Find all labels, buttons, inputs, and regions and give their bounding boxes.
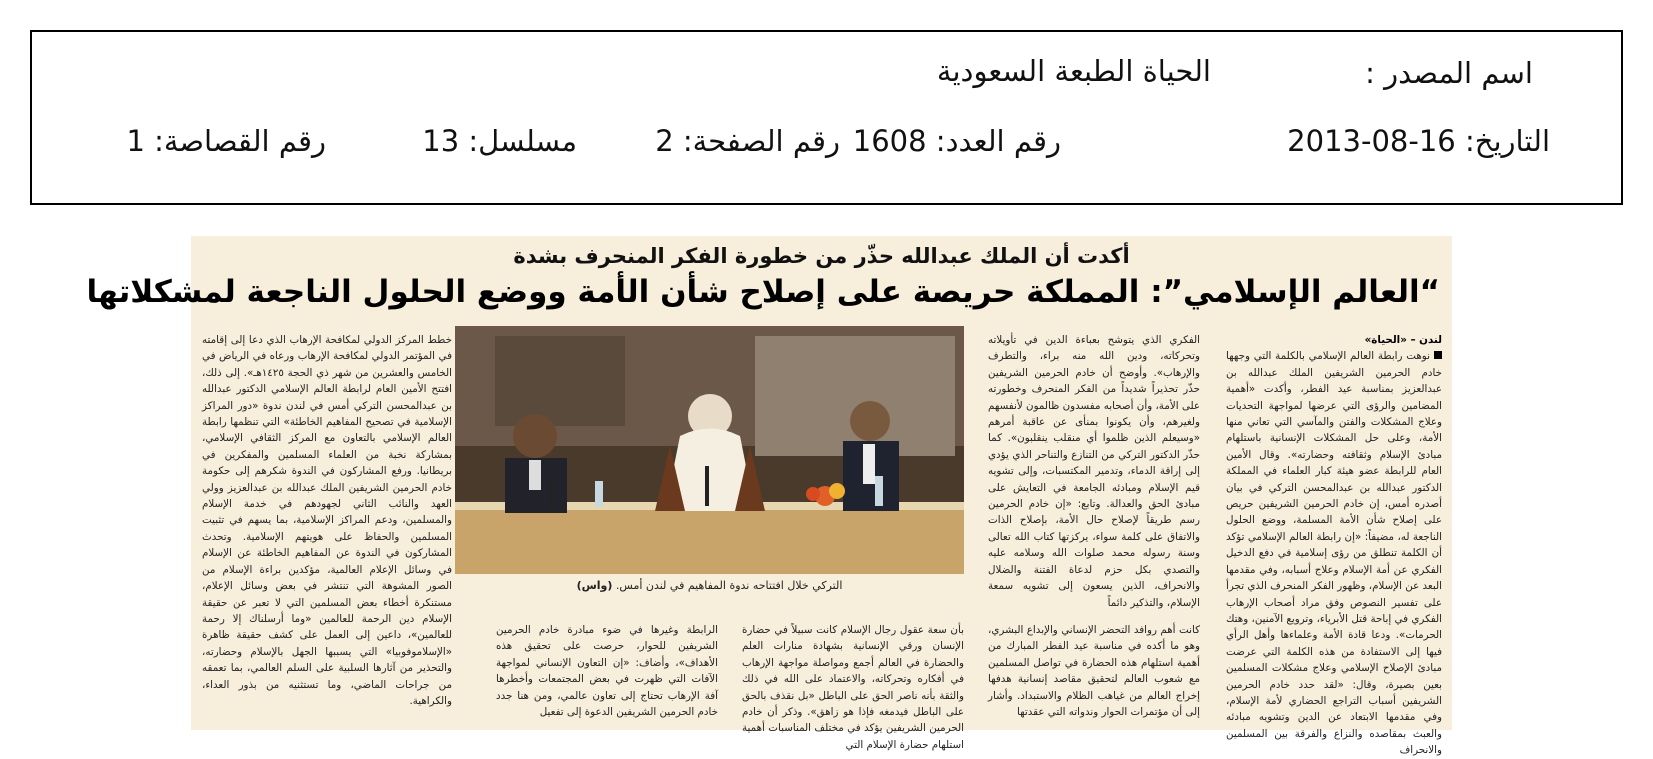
article-column-1 <box>1226 332 1442 757</box>
article-column-1-text: نوهت رابطة العالم الإسلامي بالكلمة التي وجهها خادم الحرمين الشريفين الملك عبدالله بن عبدالعزيز بمناسبة عيد الفطر، وأكدت «أهمية المضامين والرؤى التي عرضها لمواجهة التحديات وعلاج المشكلات والفتن والمآسي التي تعاني منها الأمة، وعلى حل المشكلات الإنسانية باستلهام مبادئ الإسلام وثقافته وحضارته». وقال الأمين العام للرابطة عضو هيئة كبار العلماء في المملكة الدكتور عبدالله بن عبدالمحسن التركي في بيان أصدره أمس، إن خادم الحرمين الشريفين حريص على إصلاح شأن الأمة المسلمة، ووضع الحلول الناجعة له، مضيفاً: «إن رابطة العالم الإسلامي تؤكد أن الكلمة تنطلق من رؤى إسلامية في دفع الدخيل الفكري عن أمة الإسلام وعلاج أسبابه، وفي مقدمها البعد عن الإسلام، وظهور الفكر المنحرف الذي تجرأ على تفسير النصوص وفق مراد أصحاب الإرهاب الفكري في إباحة قتل الأبرياء، وترويع الآمنين، وهتك الحرمات». ودعا قادة الأمة وعلماءها وأهل الرأي فيها إلى الاستفادة من هذه الكلمة التي عرضت مبادئ الإصلاح الإسلامي وعلاج مشكلات المسلمين بعين بصيرة، وقال: «لقد حدد خادم الحرمين الشريفين أسباب التراجع الحضاري لأمة الإسلام، وفي مقدمها الابتعاد عن الدين وتشويه مبادئه والعبث بمقاصده والنزاع والفرقة بين المسلمين والانحراف <box>1226 350 1442 757</box>
photo-caption-text: التركي خلال افتتاحه ندوة المفاهيم في لندن أمس. <box>615 579 843 592</box>
article-byline: لندن – «الحياة» <box>1364 334 1442 346</box>
serial-number: مسلسل: 13 <box>422 124 577 158</box>
article-column-5: خطط المركز الدولي لمكافحة الإرهاب الذي دعا إلى إقامته في المؤتمر الدولي لمكافحة الإرهاب ورعاه في الرياض في الخامس والعشرين من شهر ذي الحجة ١٤٢٥هـ». إلى ذلك، افتتح الأمين العام لرابطة العالم الإسلامي الدكتور عبدالله بن عبدالمحسن التركي أمس في لندن ندوة «دور المراكز الإسلامية في تصحيح المفاهيم الخاطئة» التي تنظمها رابطة العالم الإسلامي بالتعاون مع المركز الثقافي الإسلامي، بمشاركة نخبة من العلماء المسلمين والمفكرين في بريطانيا. ورفع المشاركون في الندوة شكرهم إلى حكومة خادم الحرمين الشريفين الملك عبدالله بن عبدالعزيز وولي العهد والنائب الثاني لجهودهم في خدمة الإسلام والمسلمين، ودعم المراكز الإسلامية، بما يسهم في تثبيت المسلمين والحفاظ على هويتهم الإسلامية. وتحدث المشاركون في الندوة عن المفاهيم الخاطئة عن الإسلام في وسائل الإعلام العالمية، مؤكدين براءة الإسلام من الصور المشوهة التي تنتشر في بعض وسائل الإعلام، مستنكرة أخطاء بعض المسلمين التي لا تعبر عن حقيقة الإسلام دين الرحمة للعالمين «وما أرسلناك إلا رحمة للعالمين»، داعين إلى العمل على كشف حقيقة ظاهرة «الإسلاموفوبيا» التي يسببها الجهل بالإسلام وحضارته، والتحذير من آثارها السلبية على السلم العالمي، بما تعمقه من جراحات الماضي، وما تستثنيه من بذور العداء، والكراهية. <box>202 334 452 707</box>
article-headline: “العالم الإسلامي”: المملكة حريصة على إصلاح شأن الأمة ووضع الحلول الناجعة لمشكلاتها <box>86 274 1440 310</box>
source-metadata-box <box>30 30 1623 205</box>
source-value: الحياة الطبعة السعودية <box>936 54 1211 88</box>
article-column-4-lower: الرابطة وغيرها في ضوء مبادرة خادم الحرمين الشريفين للحوار، حرصت على تحقيق هذه الأهداف»، وأضاف: «إن التعاون الإنساني لمواجهة الآفات التي ظهرت في بعض المجتمعات وأخطرها آفة الإرهاب تحتاج إلى تعاون عالمي، ومن هنا جدد خادم الحرمين الشريفين الدعوة إلى تفعيل <box>496 624 718 719</box>
date-field: التاريخ: 16-08-2013 <box>1287 124 1550 158</box>
article-photo <box>455 326 964 574</box>
article-column-2-lower: كانت أهم روافد التحضر الإنساني والإبداع البشري، وهو ما أكده في مناسبة عيد الفطر المبارك من أهمية استلهام هذه الحضارة في تواصل المسلمين مع شعوب العالم لتحقيق مقاصد إنسانية هدفها إخراج العالم من غياهب الظلام والاستبداد. وأشار إلى أن مؤتمرات الحوار وندواته التي عقدتها <box>988 624 1200 719</box>
issue-number: رقم العدد: 1608 <box>852 124 1061 158</box>
lead-square-icon <box>1434 351 1442 359</box>
newspaper-clipping <box>86 236 1452 757</box>
page-number: رقم الصفحة: 2 <box>655 124 840 158</box>
article-column-3-lower: بأن سعة عقول رجال الإسلام كانت سبيلاً في حضارة الإنسان ورقي الإنسانية بشهادة منارات العلم والحضارة في العالم أجمع ومواصلة مواجهة الإرهاب في أفكاره وتحركاته، والاعتماد على الله في ذلك والثقة بأنه ناصر الحق على الباطل «بل نقذف بالحق على الباطل فيدمغه فإذا هو زاهق». وذكر أن خادم الحرمين الشريفين يؤكد في مختلف المناسبات أهمية استلهام حضارة الإسلام التي <box>742 624 964 751</box>
clipping-number: رقم القصاصة: 1 <box>126 124 326 158</box>
source-label: اسم المصدر : <box>1365 56 1533 90</box>
photo-illustration <box>455 326 964 574</box>
photo-caption-credit: (واس) <box>576 579 613 592</box>
article-kicker: أكدت أن الملك عبدالله حذّر من خطورة الفكر المنحرف بشدة <box>513 244 1130 268</box>
photo-caption <box>455 578 964 614</box>
article-column-2: الفكري الذي يتوشح بعباءة الدين في تأويلاته وتحركاته، ودين الله منه براء، والتطرف والإرهاب». وأوضح أن خادم الحرمين الشريفين حذّر تحذيراً شديداً من الفكر المنحرف وخطورته على الأمة، وأن أصحابه مفسدون ظالمون لأنفسهم ولغيرهم، وأن يكونوا بمنأى عن عاقبة أمرهم «وسيعلم الذين ظلموا أي منقلب ينقلبون». كما حذّر الدكتور التركي من التنازع والتناحر الذي يؤدي إلى إراقة الدماء، وتدمير المكتسبات، وإلى تشويه قيم الإسلام ومبادئه الجامعة في التعايش على مبادئ الحق والعدالة. وتابع: «إن خادم الحرمين رسم طريقاً لإصلاح حال الأمة، بإصلاح الذات والاتفاق على كلمة سواء، يركزتها كتاب الله تعالى وسنة رسوله محمد صلوات الله وسلامه عليه والتصدي بكل حزم لدعاة الفتنة والضلال والانحراف، الذين يسعون إلى تشويه سمعة الإسلام، والتذكير دائماً <box>988 334 1200 609</box>
